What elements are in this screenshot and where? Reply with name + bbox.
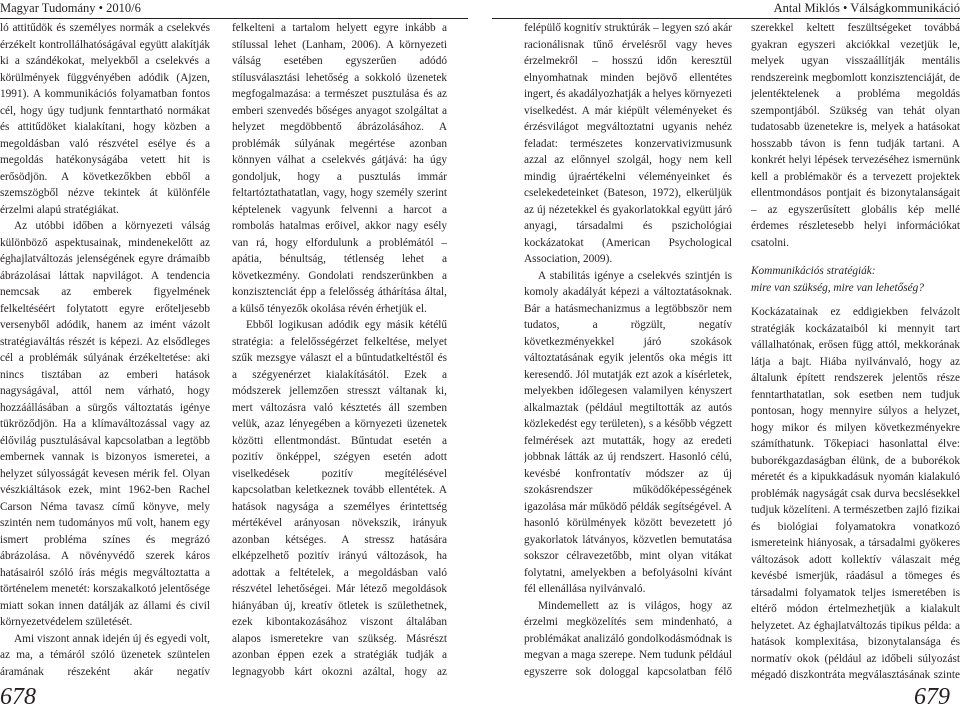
right-page — [480, 0, 960, 720]
paragraph: Ami viszont annak idején új és egyedi volt, az ma, a témáról szóló üzenetek szüntelen áramának részeként akár negatív — [0, 632, 210, 678]
running-header-left: Magyar Tudomány • 2010/6 — [0, 1, 141, 15]
section-subheading-line-2: mire van szükség, mire van lehetőség? — [751, 281, 924, 294]
section-subheading-line-1: Kommunikációs stratégiák: — [751, 265, 876, 277]
paragraph: Mindemellett az is világos, hogy az érzelmi megközelítés sem mindenható, a problémákat analizáló gondolkodásmódnak is megvan a maga szerepe. Nem tudunk például egyszerre sok dologgal kapcsolatban félő — [524, 599, 732, 678]
section-spacer — [751, 296, 960, 304]
left-page-column-1 — [0, 20, 210, 680]
paragraph: felkelteni a tartalom helyett egyre inkább a stílussal lehet (Lanham, 2006). A környezeti válság esetében egyszerűen adódó stílusválasztási lehetőség a sokkoló üzenetek megfogalmazása: a természet pusztulása és az emberi szenvedés bőséges anyagot szolgáltat a helyzet megdöbbentő ábrázolásához. A problémák súlyának megértése azonban könnyen válhat a cselekvés gátjává: ha úgy gondoljuk, hogy a pusztulás immár feltartóztathatatlan, vagy, hogy személy szerint képtelenek vagyunk felvenni a harcot a rombolás hatalmas erőivel, akkor nagy esély van rá, hogy elfordulunk a problémától – apátia, bénultság, tétlenség lehet a következmény. Gondolati rendszerünkben a konzisztenciát épp a felelősség áthárítása által, a külső tényezők okolása révén érhetjük el. — [232, 22, 447, 315]
header-rule-left — [0, 18, 468, 19]
paragraph: Ebből logikusan adódik egy másik kétélű stratégia: a felelősségérzet felkeltése, melyet szűk mezsgye választ el a bűntudatkeltéstől és a szégyenérzet kialakításától. Ezek a módszerek jellemzően stresszt váltanak ki, mert változásra való késztetés áll szemben velük, azaz lényegében a környezeti üzenetek közötti ellentmondást. Bűntudat esetén a pozitív önképpel, szégyen esetén adott viselkedések pozitív megítélésével kapcsolatban keletkeznek tovább ellentétek. A hatások nagysága a személyes érintettség mértékével arányosan növekszik, irányuk azonban kétséges. A stressz hatására elképzelhető pozitív irányú változások, ha adottak a feltételek, a megoldásban való részvétel lehetőségei. Már létező megoldások hiányában új, kreatív ötletek is születhetnek, ezek kibontakozásához viszont általában alapos ismeretekre van szükség. Másrészt azonban éppen ezek a stratégiák tudják a legnagyobb kárt okozni azáltal, hogy az — [232, 319, 447, 678]
right-page-column-2 — [751, 20, 960, 680]
page-number-left: 678 — [0, 684, 36, 710]
section-spacer — [751, 251, 960, 263]
paragraph: Az utóbbi időben a környezeti válság különböző aspektusainak, mindenekelőtt az éghajlatváltozás jelenségének egyre drámaibb ábrázolásai láttak napvilágot. A tendencia nemcsak az emberek figyelmének felkeltéséért folytatott egyre erőteljesebb versenyből adódik, hanem az imént vázolt stratégiaváltás részét is képezi. Az elsődleges cél a problémák súlyának érzékeltetése: aki nincs tisztában az emberi hatások nagyságával, attól nem várható, hogy hozzáállásában a sürgős változtatás igénye tükröződjön. Ha a klímaváltozással vagy az élővilág pusztulásával kapcsolatban a legtöbb embernek vannak is bizonyos ismeretei, a helyzet súlyosságát kevesen mérik fel. Olyan vészkiáltások ezek, mint 1962-ben Rachel Carson Néma tavasz című könyve, mely szintén nem tudományos mű volt, hanem egy ismert probléma színes és megrázó ábrázolása. A növényvédő szerek káros hatásairól szóló írás mégis megváltoztatta a történelem menetét: korszakalkotó jelentősége miatt sokan innen datálják az állami és civil környezetvédelem születését. — [0, 220, 210, 628]
running-header-right: Antal Miklós • Válságkommunikáció — [773, 1, 960, 15]
paragraph: szerekkel keltett feszültségeket továbbá gyakran egyszeri akciókkal vezetjük le, melyek ugyan visszaállítják mentális rendszereink megbomlott konzisztenciáját, de jelentéktelenek a probléma megoldás szempontjából. Szükség van tehát olyan tudatosabb üzenetekre is, melyek a hatásokat hosszabb távon is fenn tudják tartani. A konkrét helyi lépések tervezéséhez ismernünk kell a problémakör és a tervezett projektek ellentmondásos pontjait és bizonytalanságait – az egyszerűsített globális kép mellé érdemes részletesebb helyi információkat csatolni. — [751, 22, 960, 249]
paragraph: A stabilitás igénye a cselekvés szintjén is komoly akadályát képezi a változtatásoknak. Bár a hatásmechanizmus a legtöbbször nem tudatos, a rögzült, negatív következményekkel járó szokások változtatásának egyik jelentős oka mégis itt keresendő. Jól mutatják ezt azok a kísérletek, melyekben időlegesen valamilyen kényszert alkalmaztak (például megtiltották az autós közlekedést egy területen), s a később végzett felmérések azt mutatták, hogy az eredeti jobbnak látták az új rendszert. Hasonló célú, kevésbé konfrontatív módszer az új szokásrendszer működőképességének igazolása már működő példák segítségével. A hasonló körülmények között bevezetett jó gyakorlatok látványos, közvetlen bemutatása sokszor célravezetőbb, mint olyan vitákat folytatni, amelyekben a befolyásolni kívánt fél ellenállása nyilvánvaló. — [524, 269, 732, 595]
paragraph: felépülő kognitív struktúrák – legyen szó akár racionálisnak tűnő érvelésről vagy heves érzelmekről – hosszú időn keresztül elnyomhatnak minden bejövő ellentétes ingert, és akadályozhatják a helyes környezeti viselkedést. A már kiépült véleményeket és érzésvilágot megváltoztatni ugyanis nehéz feladat: természetes konzervativizmusunk azzal az előnnyel szolgál, hogy nem kell mindig újraértékelni véleményeinket és cselekedeteinket (Bateson, 1972), elkerüljük az új nézetekkel és gyakorlatokkal együtt járó anyagi, társadalmi és pszichológiai kockázatokat (American Psychological Association, 2009). — [524, 22, 732, 265]
paragraph: ló attitűdök és személyes normák a cselekvés érzékelt kontrollálhatóságával együtt alakítják ki a szándékokat, melyekből a cselekvés a körülmények függvényében adódik (Ajzen, 1991). A kommunikációs folyamatban fontos cél, hogy úgy tudjunk fenntartható normákat és attitűdöket kialakítani, hogy közben a megoldásban való részvétel esélye és a megoldás hatékonyságába vetett hit is erősödjön. A következőkben ebből a szemszögből nézve tekintek át különféle érzelmi alapú stratégiákat. — [0, 22, 210, 216]
page-number-right: 679 — [914, 684, 950, 710]
right-page-column-1 — [524, 20, 732, 680]
header-rule-right — [492, 18, 960, 19]
left-page-column-2 — [232, 20, 447, 680]
paragraph: Kockázatainak ez eddigiekben felvázolt stratégiák kockázataiból ki mennyit tart vállalhatónak, erősen függ attól, mekkorának látja a bajt. Hiába nyilvánvaló, hogy az általunk épített rendszerek jelentős része fenntarthatatlan, sok esetben nem tudjuk pontosan, hogy mennyire súlyos a helyzet, hogy mikor és milyen következményekre számíthatunk. Tőkepiaci hasonlattal élve: buborékgazdaságban élünk, de a buborékok méretét és a kipukkadásuk nyomán kialakuló problémák nagyságát csak durva becslésekkel tudjuk közelíteni. A természetben zajló fizikai és biológiai folyamatokra vonatkozó ismereteink hiányosak, a társadalmi gyökeres változások adott kollektív válaszait még kevésbé ismerjük, ráadásul a tömeges és társadalmi folyamatok teljes ismeretében is eltérő módon értelmezhetjük a kialakult helyzetet. Az éghajlatváltozás tipikus példa: a hatások komplexitása, bizonytalansága és normatív okok (például az időbeli súlyozást mégadó diszkontráta megválasztásának szinte — [751, 306, 960, 680]
